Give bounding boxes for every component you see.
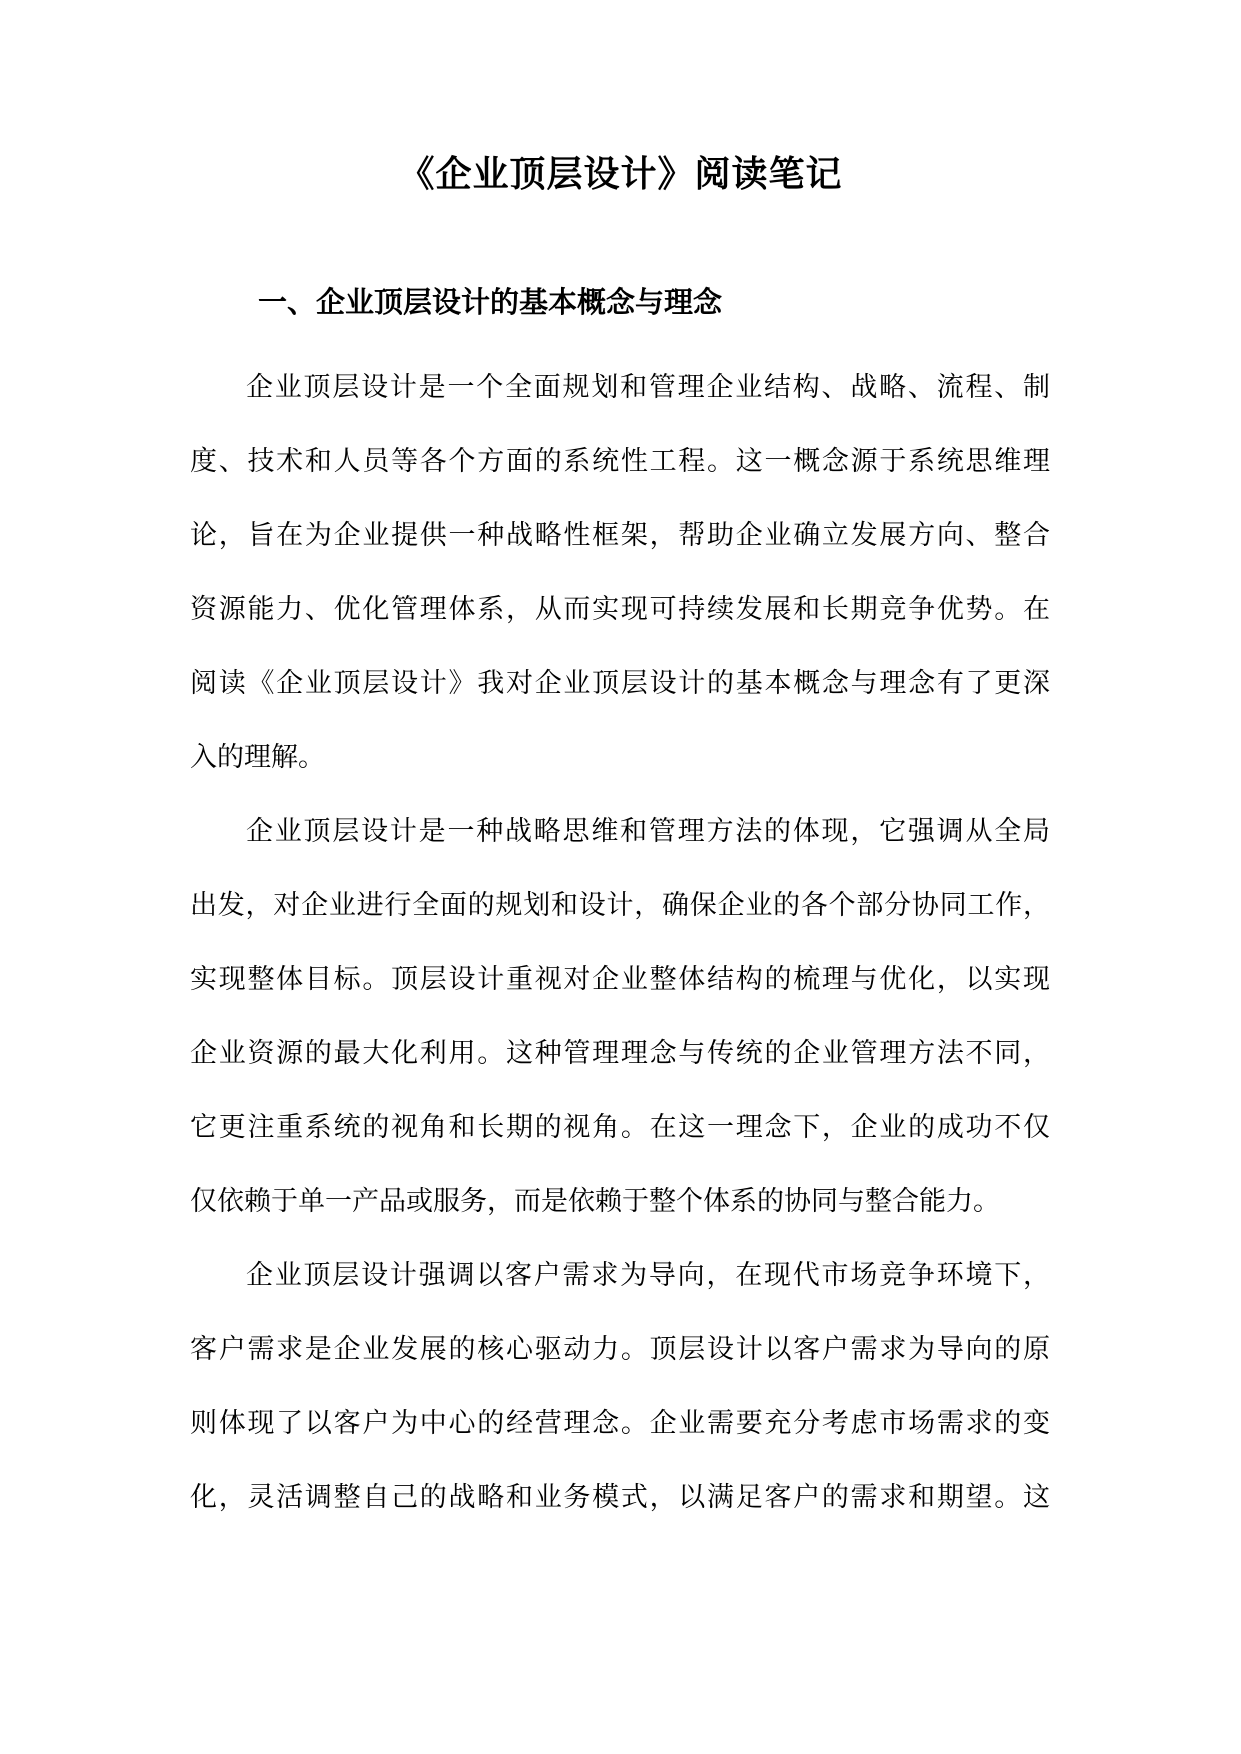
paragraph-line: 度、技术和人员等各个方面的系统性工程。这一概念源于系统思维理 <box>190 446 1050 477</box>
section-heading: 一、企业顶层设计的基本概念与理念 <box>258 285 723 319</box>
paragraph-line: 客户需求是企业发展的核心驱动力。顶层设计以客户需求为导向的原 <box>190 1334 1050 1365</box>
paragraph-line: 企业顶层设计强调以客户需求为导向，在现代市场竞争环境下， <box>246 1260 1050 1291</box>
document-title: 《企业顶层设计》阅读笔记 <box>398 153 843 195</box>
paragraph-line: 论，旨在为企业提供一种战略性框架，帮助企业确立发展方向、整合 <box>190 520 1050 551</box>
paragraph-2 <box>190 806 1050 1250</box>
paragraph-line: 阅读《企业顶层设计》我对企业顶层设计的基本概念与理念有了更深 <box>190 668 1050 699</box>
paragraph-3 <box>190 1250 1050 1546</box>
paragraph-line: 则体现了以客户为中心的经营理念。企业需要充分考虑市场需求的变 <box>190 1408 1050 1439</box>
paragraph-line: 实现整体目标。顶层设计重视对企业整体结构的梳理与优化，以实现 <box>190 964 1050 995</box>
paragraph-line: 仅依赖于单一产品或服务，而是依赖于整个体系的协同与整合能力。 <box>190 1186 1000 1217</box>
paragraph-line: 化，灵活调整自己的战略和业务模式，以满足客户的需求和期望。这 <box>190 1482 1050 1513</box>
document-body <box>190 362 1050 1546</box>
paragraph-line: 企业资源的最大化利用。这种管理理念与传统的企业管理方法不同， <box>190 1038 1050 1069</box>
paragraph-line: 出发，对企业进行全面的规划和设计，确保企业的各个部分协同工作， <box>190 890 1050 921</box>
paragraph-line: 企业顶层设计是一种战略思维和管理方法的体现，它强调从全局 <box>246 816 1050 847</box>
paragraph-1 <box>190 362 1050 806</box>
paragraph-line: 入的理解。 <box>190 742 325 773</box>
paragraph-line: 资源能力、优化管理体系，从而实现可持续发展和长期竞争优势。在 <box>190 594 1050 625</box>
paragraph-line: 它更注重系统的视角和长期的视角。在这一理念下，企业的成功不仅 <box>190 1112 1050 1143</box>
paragraph-line: 企业顶层设计是一个全面规划和管理企业结构、战略、流程、制 <box>246 372 1050 403</box>
